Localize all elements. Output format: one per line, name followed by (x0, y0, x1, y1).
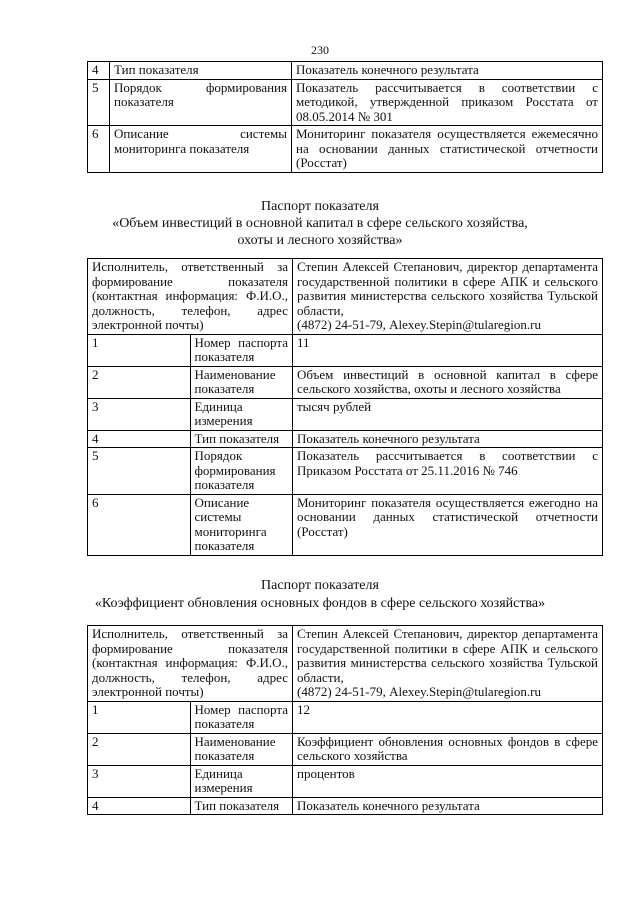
passport1-title: «Объем инвестиций в основной капитал в сфере сельского хозяйства, охоты и лесного хозяйства» (112, 216, 528, 248)
table-row (88, 797, 603, 815)
row-value: Показатель конечного результата (293, 797, 603, 815)
executor-label: Исполнитель, ответственный за формирование показателя (контактная информация: Ф.И.О., должность, телефон, адрес электронной почты) (88, 259, 293, 335)
table-row (88, 701, 603, 733)
table-row (88, 448, 603, 495)
row-number: 1 (88, 701, 191, 733)
row-number: 3 (88, 765, 191, 797)
row-value: 12 (293, 701, 603, 733)
row-label: Порядок формирования показателя (110, 79, 292, 126)
executor-value (293, 626, 603, 702)
row-label: Описание системы мониторинга показателя (110, 126, 292, 173)
row-number: 4 (88, 62, 110, 80)
passport1-heading: Паспорт показателя (261, 199, 379, 214)
table-row (88, 126, 603, 173)
row-label: Единица измерения (190, 765, 293, 797)
executor-name: Степин Алексей Степанович, директор департамента государственной политики в сфере АПК и сельского развития министерства сельского хозяйства Тульской области, (297, 259, 598, 318)
row-number: 3 (88, 398, 191, 430)
passport2-table (87, 625, 603, 815)
executor-name: Степин Алексей Степанович, директор департамента государственной политики в сфере АПК и сельского развития министерства сельского хозяйства Тульской области, (297, 626, 598, 685)
row-label: Тип показателя (110, 62, 292, 80)
row-label: Описание системы мониторинга показателя (190, 494, 293, 555)
row-value: Показатель конечного результата (292, 62, 603, 80)
row-number: 1 (88, 334, 191, 366)
passport2-heading: Паспорт показателя (261, 578, 379, 593)
table-row (88, 79, 603, 126)
executor-contact: (4872) 24-51-79, Alexey.Stepin@tularegion.ru (297, 317, 541, 332)
row-number: 5 (88, 79, 110, 126)
table-row (88, 398, 603, 430)
row-value: Показатель рассчитывается в соответствии с Приказом Росстата от 25.11.2016 № 746 (293, 448, 603, 495)
row-label: Наименование показателя (190, 366, 293, 398)
row-label: Тип показателя (190, 797, 293, 815)
row-value: Показатель конечного результата (293, 430, 603, 448)
row-number: 2 (88, 366, 191, 398)
row-label: Тип показателя (190, 430, 293, 448)
passport1-table (87, 258, 603, 556)
table-row (88, 494, 603, 555)
row-label: Порядок формирования показателя (190, 448, 293, 495)
row-number: 5 (88, 448, 191, 495)
row-value: тысяч рублей (293, 398, 603, 430)
row-value: Мониторинг показателя осуществляется ежегодно на основании данных статистической отчетности (Росстат) (293, 494, 603, 555)
table-row (88, 334, 603, 366)
row-value: Объем инвестиций в основной капитал в сфере сельского хозяйства, охоты и лесного хозяйства (293, 366, 603, 398)
row-value: процентов (293, 765, 603, 797)
row-label: Наименование показателя (190, 733, 293, 765)
row-number: 4 (88, 797, 191, 815)
table-row (88, 62, 603, 80)
row-label: Единица измерения (190, 398, 293, 430)
executor-row (88, 626, 603, 702)
row-value: Мониторинг показателя осуществляется ежемесячно на основании данных статистической отчетности (Росстат) (292, 126, 603, 173)
row-value: 11 (293, 334, 603, 366)
executor-contact: (4872) 24-51-79, Alexey.Stepin@tularegion.ru (297, 684, 541, 699)
table-row (88, 366, 603, 398)
passport2-title: «Коэффициент обновления основных фондов в сфере сельского хозяйства» (94, 596, 546, 611)
row-number: 6 (88, 494, 191, 555)
row-value: Показатель рассчитывается в соответствии с методикой, утвержденной приказом Росстата от 08.05.2014 № 301 (292, 79, 603, 126)
table-row (88, 430, 603, 448)
row-label: Номер паспорта показателя (190, 701, 293, 733)
executor-label: Исполнитель, ответственный за формирование показателя (контактная информация: Ф.И.О., должность, телефон, адрес электронной почты) (88, 626, 293, 702)
table-row (88, 765, 603, 797)
page-number: 230 (311, 43, 329, 57)
row-label: Номер паспорта показателя (190, 334, 293, 366)
executor-row (88, 259, 603, 335)
top-table (87, 61, 603, 173)
executor-value (293, 259, 603, 335)
row-number: 4 (88, 430, 191, 448)
row-value: Коэффициент обновления основных фондов в сфере сельского хозяйства (293, 733, 603, 765)
row-number: 2 (88, 733, 191, 765)
table-row (88, 733, 603, 765)
row-number: 6 (88, 126, 110, 173)
